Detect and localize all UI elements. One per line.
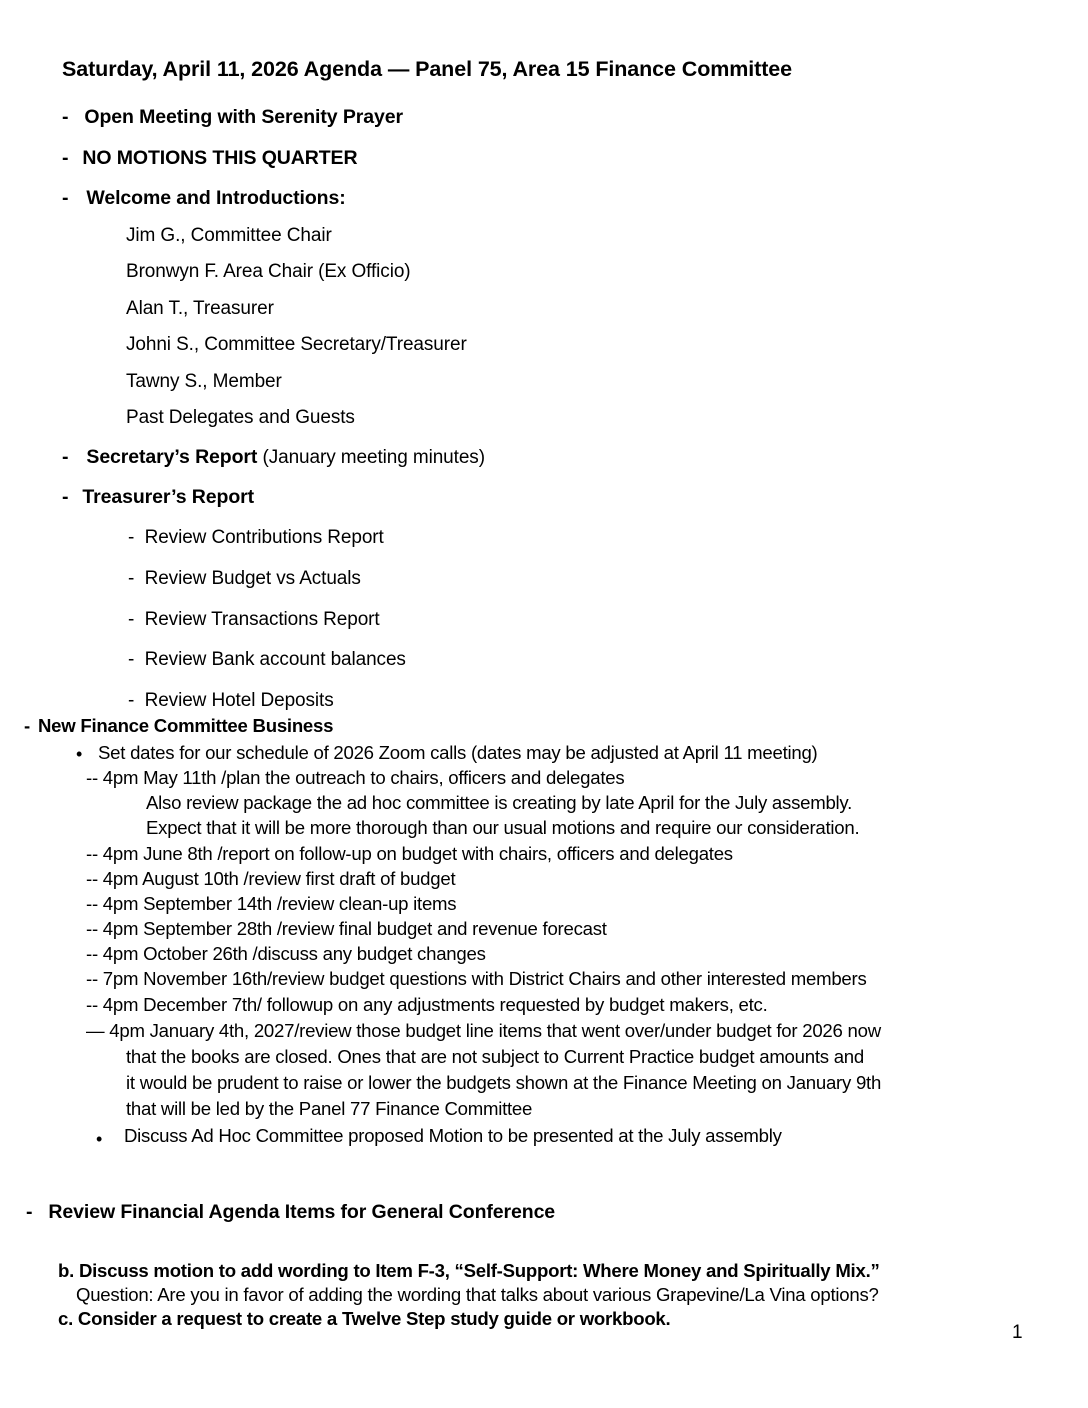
agenda-item-new-business — [24, 716, 333, 736]
agenda-item-secretary-report — [62, 447, 485, 468]
roster-item: Johni S., Committee Secretary/Treasurer — [126, 334, 467, 355]
dash-marker: - — [62, 106, 69, 128]
schedule-continuation: that the books are closed. Ones that are not subject to Current Practice budget amounts and — [126, 1046, 864, 1067]
dash-marker: - — [62, 486, 69, 508]
agenda-item-welcome-label: Welcome and Introductions: — [86, 187, 346, 209]
agenda-item-no-motions — [62, 148, 357, 168]
conference-item-b-question: Question: Are you in favor of adding the wording that talks about various Grapevine/La Vina options? — [76, 1284, 879, 1305]
agenda-item-review-financial-label: Review Financial Agenda Items for General Conference — [48, 1201, 556, 1223]
treasurer-subitem: - Review Bank account balances — [128, 649, 406, 670]
roster-item: Tawny S., Member — [126, 371, 282, 392]
agenda-item-treasurer-report-label: Treasurer’s Report — [82, 486, 255, 508]
bullet-marker: • — [96, 1129, 103, 1149]
schedule-item: -- 4pm August 10th /review first draft of budget — [86, 868, 456, 889]
dash-marker: - — [26, 1201, 33, 1223]
roster-item: Past Delegates and Guests — [126, 407, 355, 428]
schedule-continuation: that will be led by the Panel 77 Finance Committee — [126, 1098, 533, 1119]
agenda-item-treasurer-report — [62, 487, 254, 507]
schedule-item: -- 4pm September 28th /review final budget and revenue forecast — [86, 918, 607, 939]
dash-marker: - — [24, 715, 30, 736]
agenda-item-open-meeting — [62, 107, 403, 127]
page-title-date: Saturday, April 11, 2026 Agenda — [62, 57, 388, 81]
page-number: 1 — [1012, 1322, 1023, 1343]
agenda-item-welcome — [62, 188, 346, 208]
bullet-marker: • — [76, 744, 83, 764]
conference-item-c: c. Consider a request to create a Twelve Step study guide or workbook. — [58, 1308, 671, 1329]
treasurer-subitem: - Review Transactions Report — [128, 609, 380, 630]
schedule-continuation: it would be prudent to raise or lower the budgets shown at the Finance Meeting on January 9th — [126, 1072, 882, 1093]
agenda-item-secretary-report-note: (January meeting minutes) — [257, 447, 485, 468]
schedule-item: -- 4pm June 8th /report on follow-up on budget with chairs, officers and delegates — [86, 843, 733, 864]
agenda-item-open-meeting-label: Open Meeting with Serenity Prayer — [84, 106, 403, 128]
roster-item: Bronwyn F. Area Chair (Ex Officio) — [126, 261, 411, 282]
agenda-item-secretary-report-label: Secretary’s Report — [86, 446, 258, 468]
schedule-item: -- 4pm May 11th /plan the outreach to chairs, officers and delegates — [86, 767, 625, 788]
treasurer-subitem: - Review Contributions Report — [128, 527, 384, 548]
set-dates-bullet: Set dates for our schedule of 2026 Zoom calls (dates may be adjusted at April 11 meeting) — [98, 742, 818, 763]
schedule-item: -- 4pm December 7th/ followup on any adjustments requested by budget makers, etc. — [86, 994, 768, 1015]
page-title-committee: — Panel 75, Area 15 Finance Committee — [387, 57, 792, 81]
schedule-item: -- 4pm October 26th /discuss any budget changes — [86, 943, 486, 964]
dash-marker: - — [62, 446, 69, 468]
dash-marker: - — [62, 147, 69, 169]
ad-hoc-bullet: Discuss Ad Hoc Committee proposed Motion to be presented at the July assembly — [124, 1125, 782, 1146]
schedule-item: -- 7pm November 16th/review budget questions with District Chairs and other interested members — [86, 968, 867, 989]
treasurer-subitem: - Review Hotel Deposits — [128, 690, 334, 711]
treasurer-subitem: - Review Budget vs Actuals — [128, 568, 361, 589]
schedule-note: Also review package the ad hoc committee is creating by late April for the July assembly. — [146, 792, 853, 813]
roster-item: Alan T., Treasurer — [126, 298, 274, 319]
schedule-item: — 4pm January 4th, 2027/review those budget line items that went over/under budget for 2026 now — [86, 1020, 881, 1041]
conference-item-b: b. Discuss motion to add wording to Item F-3, “Self-Support: Where Money and Spiritually Mix.” — [58, 1260, 880, 1281]
dash-marker: - — [62, 187, 69, 209]
agenda-item-no-motions-label: NO MOTIONS THIS QUARTER — [82, 147, 358, 169]
schedule-item: -- 4pm September 14th /review clean-up items — [86, 893, 457, 914]
roster-item: Jim G., Committee Chair — [126, 225, 332, 246]
page-title — [62, 58, 792, 81]
agenda-item-review-financial — [26, 1202, 555, 1222]
agenda-item-new-business-label: New Finance Committee Business — [37, 715, 334, 736]
schedule-note: Expect that it will be more thorough than our usual motions and require our consideration. — [146, 817, 860, 838]
